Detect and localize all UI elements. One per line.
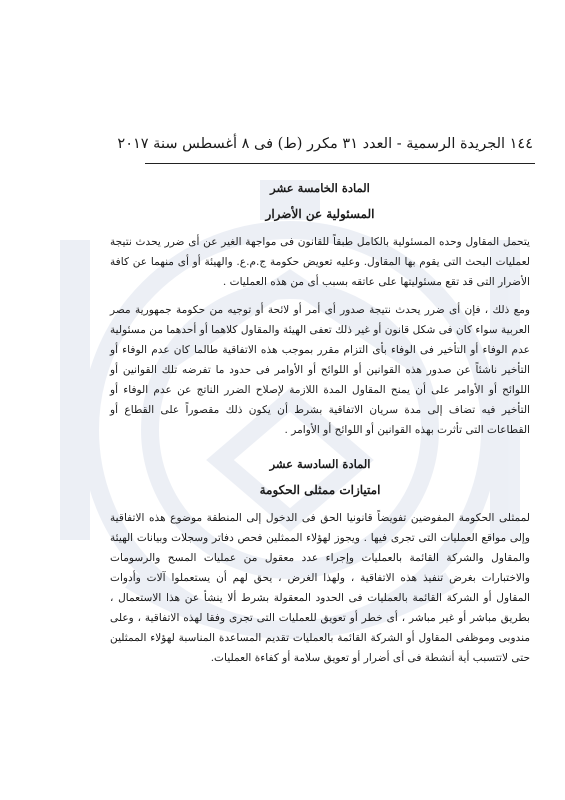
article-fifteen [110,176,530,440]
paragraph: ومع ذلك ، فإن أى ضرر يحدث نتيجة صدور أى أمر أو لائحة أو توجيه من حكومة جمهورية مصر العربية سواء كان فى شكل قانون أو غير ذلك تعفى الهيئة والمقاول كلاهما أو أحدهما من مسئولية عدم الوفاء أو التأخير فى الوفاء بأى التزام مقرر بموجب هذه الاتفاقية طالما كان عدم الوفاء أو التأخير ناشئاً عن صدور هذه القوانين أو اللوائح أو الأوامر فى حدود ما تفرضه تلك القوانين أو اللوائح أو الأوامر على أن يمنح المقاول المدة اللازمة لإصلاح الضرر الناتج عن عدم الوفاء أو التأخير فيه تضاف إلى مدة سريان الاتفاقية بشرط أن يكون ذلك مقصوراً على القطاع أو القطاعات التى تأثرت بهذه القوانين أو اللوائح أو الأوامر . [110,304,530,436]
paragraph: يتحمل المقاول وحده المسئولية بالكامل طبقاً للقانون فى مواجهة الغير عن أى ضرر يحدث نتيجة لعمليات البحث التى يقوم بها المقاول. وعليه تعويض حكومة ج.م.ع. والهيئة أو أى منهما عن كافة الأضرار التى قد تقع مسئوليتها على عاتقه بسبب أى من هذه العمليات . [110,236,530,288]
header-divider [145,163,535,164]
document-body [110,176,530,676]
article-subtitle: امتيازات ممثلى الحكومة [259,483,381,497]
paragraph: لممثلى الحكومة المفوضين تفويضاً قانونيا الحق فى الدخول إلى المنطقة موضوع هذه الاتفاقية وإلى مواقع العمليات التى تجرى فيها . ويجوز لهؤلاء الممثلين فحص دفاتر وسجلات وبيانات الهيئة والمقاول والشركة القائمة بالعمليات وإجراء عدد معقول من عمليات المسح والرسومات والاختبارات بغرض تنفيذ هذه الاتفاقية ، ولهذا الغرض ، يحق لهم أن يستعملوا آلات وأدوات المقاول أو الشركة القائمة بالعمليات فى الحدود المعقولة بشرط ألا ينشأ عن هذا الاستعمال ، بطريق مباشر أو غير مباشر ، أى خطر أو تعويق للعمليات التى تجرى وفقا لهذه الاتفاقية ، وعلى مندوبى وموظفى المقاول أو الشركة القائمة بالعمليات تقديم المساعدة المناسبة لهؤلاء الممثلين حتى لاتتسبب أية أنشطة فى أى أضرار أو تعويق سلامة أو كفاءة العمليات. [110,512,530,664]
article-title: المادة الخامسة عشر [270,181,370,195]
article-title: المادة السادسة عشر [269,457,371,471]
article-subtitle: المسئولية عن الأضرار [265,207,375,221]
article-sixteen [110,452,530,668]
page-header: ١٤٤ الجريدة الرسمية - العدد ٣١ مكرر (ط) فى ٨ أغسطس سنة ٢٠١٧ [117,136,533,152]
